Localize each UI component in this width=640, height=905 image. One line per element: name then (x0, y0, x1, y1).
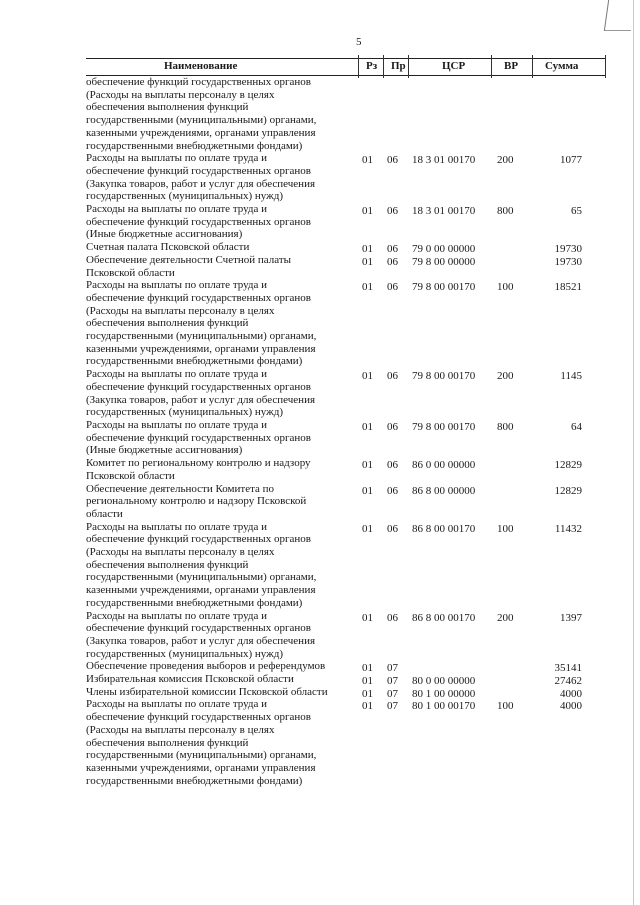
row-name: Обеспечение деятельности Счетной палаты Псковской области (86, 253, 292, 279)
row-sum: 4000 (560, 700, 582, 713)
row-vr: 200 (497, 611, 514, 624)
row-pr: 06 (387, 611, 398, 624)
row-pr: 06 (387, 370, 398, 383)
header-divider (383, 55, 384, 78)
table-row (86, 76, 606, 152)
row-sum: 65 (571, 205, 582, 218)
row-rz: 01 (362, 522, 373, 535)
row-pr: 06 (387, 420, 398, 433)
scan-right-edge (633, 0, 634, 905)
row-pr: 06 (387, 522, 398, 535)
header-rz: Рз (366, 60, 378, 72)
table-row (86, 457, 606, 482)
row-pr: 07 (387, 700, 398, 713)
budget-table (86, 58, 606, 787)
table-body (86, 76, 606, 787)
row-csr: 86 8 00 00170 (412, 611, 476, 624)
row-rz: 01 (362, 370, 373, 383)
row-sum: 11432 (554, 522, 582, 535)
row-rz: 01 (362, 700, 373, 713)
table-row (86, 152, 606, 203)
row-rz: 01 (362, 611, 373, 624)
row-csr: 86 8 00 00000 (412, 484, 476, 497)
row-rz: 01 (362, 281, 373, 294)
row-name: Расходы на выплаты по оплате труда и обеспечение функций государственных органов (Закупка товаров, работ и услуг для обеспечения государственных (муниципальных) нужд) (86, 609, 316, 660)
row-sum: 19730 (554, 243, 582, 256)
row-name: Члены избирательной комиссии Псковской области (86, 685, 328, 698)
row-vr: 200 (497, 154, 514, 167)
row-csr: 80 1 00 00000 (412, 687, 476, 700)
row-csr: 79 8 00 00170 (412, 370, 476, 383)
row-csr: 79 0 00 00000 (412, 243, 476, 256)
row-name: Расходы на выплаты по оплате труда и обеспечение функций государственных органов (Закупка товаров, работ и услуг для обеспечения государственных (муниципальных) нужд) (86, 368, 316, 419)
row-rz: 01 (362, 662, 373, 675)
row-name: Расходы на выплаты по оплате труда и обеспечение функций государственных органов (Иные бюджетные ассигнования) (86, 203, 311, 241)
row-rz: 01 (362, 243, 373, 256)
row-name: Расходы на выплаты по оплате труда и обеспечение функций государственных органов (Расходы на выплаты персоналу в целях обеспечения выполнения функций государственными (муниципальными) органами, казенными учреждениями, органами управления государственными внебюджетными фондами) (86, 279, 317, 368)
row-vr: 100 (497, 522, 514, 535)
table-header (86, 58, 606, 76)
row-name: Расходы на выплаты по оплате труда и обеспечение функций государственных органов (Расходы на выплаты персоналу в целях обеспечения выполнения функций государственными (муниципальными) органами, казенными учреждениями, органами управления государственными внебюджетными фондами) (86, 520, 317, 609)
table-row (86, 521, 606, 610)
row-sum: 12829 (554, 484, 582, 497)
row-vr: 100 (497, 700, 514, 713)
table-row (86, 698, 606, 787)
row-pr: 06 (387, 255, 398, 268)
table-row (86, 610, 606, 661)
row-vr: 800 (497, 420, 514, 433)
row-sum: 1077 (560, 154, 582, 167)
row-pr: 06 (387, 154, 398, 167)
row-name: Избирательная комиссия Псковской области (86, 673, 294, 686)
header-name: Наименование (164, 60, 238, 72)
table-row (86, 673, 606, 686)
row-name: Обеспечение проведения выборов и референдумов (86, 660, 326, 673)
row-csr: 80 1 00 00170 (412, 700, 476, 713)
row-pr: 06 (387, 281, 398, 294)
header-divider (358, 55, 359, 78)
table-row (86, 368, 606, 419)
row-csr: 86 0 00 00000 (412, 459, 476, 472)
row-sum: 1145 (560, 370, 582, 383)
row-pr: 07 (387, 675, 398, 688)
header-divider (491, 55, 492, 78)
row-csr: 18 3 01 00170 (412, 154, 476, 167)
row-vr: 200 (497, 370, 514, 383)
row-sum: 35141 (554, 662, 582, 675)
row-rz: 01 (362, 484, 373, 497)
row-rz: 01 (362, 205, 373, 218)
row-sum: 19730 (554, 255, 582, 268)
row-name: Обеспечение деятельности Комитета по региональному контролю и надзору Псковской области (86, 482, 307, 520)
row-sum: 27462 (554, 675, 582, 688)
header-csr: ЦСР (442, 60, 466, 72)
row-name: Комитет по региональному контролю и надзору Псковской области (86, 457, 311, 482)
table-row (86, 660, 606, 673)
header-pr: Пр (391, 60, 406, 72)
row-name: обеспечение функций государственных органов (Расходы на выплаты персоналу в целях обеспечения выполнения функций государственными (муниципальными) органами, казенными учреждениями, органами управления государственными внебюджетными фондами) (86, 76, 317, 152)
row-pr: 06 (387, 459, 398, 472)
table-row (86, 254, 606, 279)
header-sum: Сумма (545, 60, 579, 72)
row-csr: 18 3 01 00170 (412, 205, 476, 218)
table-row (86, 203, 606, 241)
row-pr: 07 (387, 687, 398, 700)
row-name: Расходы на выплаты по оплате труда и обеспечение функций государственных органов (Иные бюджетные ассигнования) (86, 418, 311, 457)
table-row (86, 686, 606, 699)
scan-corner-mark (604, 0, 635, 31)
row-name: Расходы на выплаты по оплате труда и обеспечение функций государственных органов (Расходы на выплаты персоналу в целях обеспечения выполнения функций государственными (муниципальными) органами, казенными учреждениями, органами управления государственными внебюджетными фондами) (86, 698, 317, 787)
table-row (86, 483, 606, 521)
row-pr: 07 (387, 662, 398, 675)
row-name: Расходы на выплаты по оплате труда и обеспечение функций государственных органов (Закупка товаров, работ и услуг для обеспечения государственных (муниципальных) нужд) (86, 152, 316, 203)
header-divider (408, 55, 409, 78)
header-vr: ВР (504, 60, 519, 72)
table-row (86, 419, 606, 457)
header-divider (532, 55, 533, 78)
row-name: Счетная палата Псковской области (86, 241, 250, 254)
row-csr: 79 8 00 00000 (412, 255, 476, 268)
row-vr: 100 (497, 281, 514, 294)
row-sum: 1397 (560, 611, 582, 624)
table-row (86, 241, 606, 254)
header-divider (605, 55, 606, 78)
row-sum: 64 (571, 420, 582, 433)
row-rz: 01 (362, 255, 373, 268)
row-rz: 01 (362, 687, 373, 700)
row-pr: 06 (387, 484, 398, 497)
row-csr: 79 8 00 00170 (412, 281, 476, 294)
row-pr: 06 (387, 205, 398, 218)
row-rz: 01 (362, 459, 373, 472)
row-vr: 800 (497, 205, 514, 218)
row-rz: 01 (362, 154, 373, 167)
row-csr: 80 0 00 00000 (412, 675, 476, 688)
row-csr: 86 8 00 00170 (412, 522, 476, 535)
page-number: 5 (356, 36, 362, 48)
row-rz: 01 (362, 420, 373, 433)
row-sum: 12829 (554, 459, 582, 472)
row-sum: 18521 (554, 281, 582, 294)
row-rz: 01 (362, 675, 373, 688)
table-row (86, 279, 606, 368)
row-csr: 79 8 00 00170 (412, 420, 476, 433)
row-pr: 06 (387, 243, 398, 256)
row-sum: 4000 (560, 687, 582, 700)
